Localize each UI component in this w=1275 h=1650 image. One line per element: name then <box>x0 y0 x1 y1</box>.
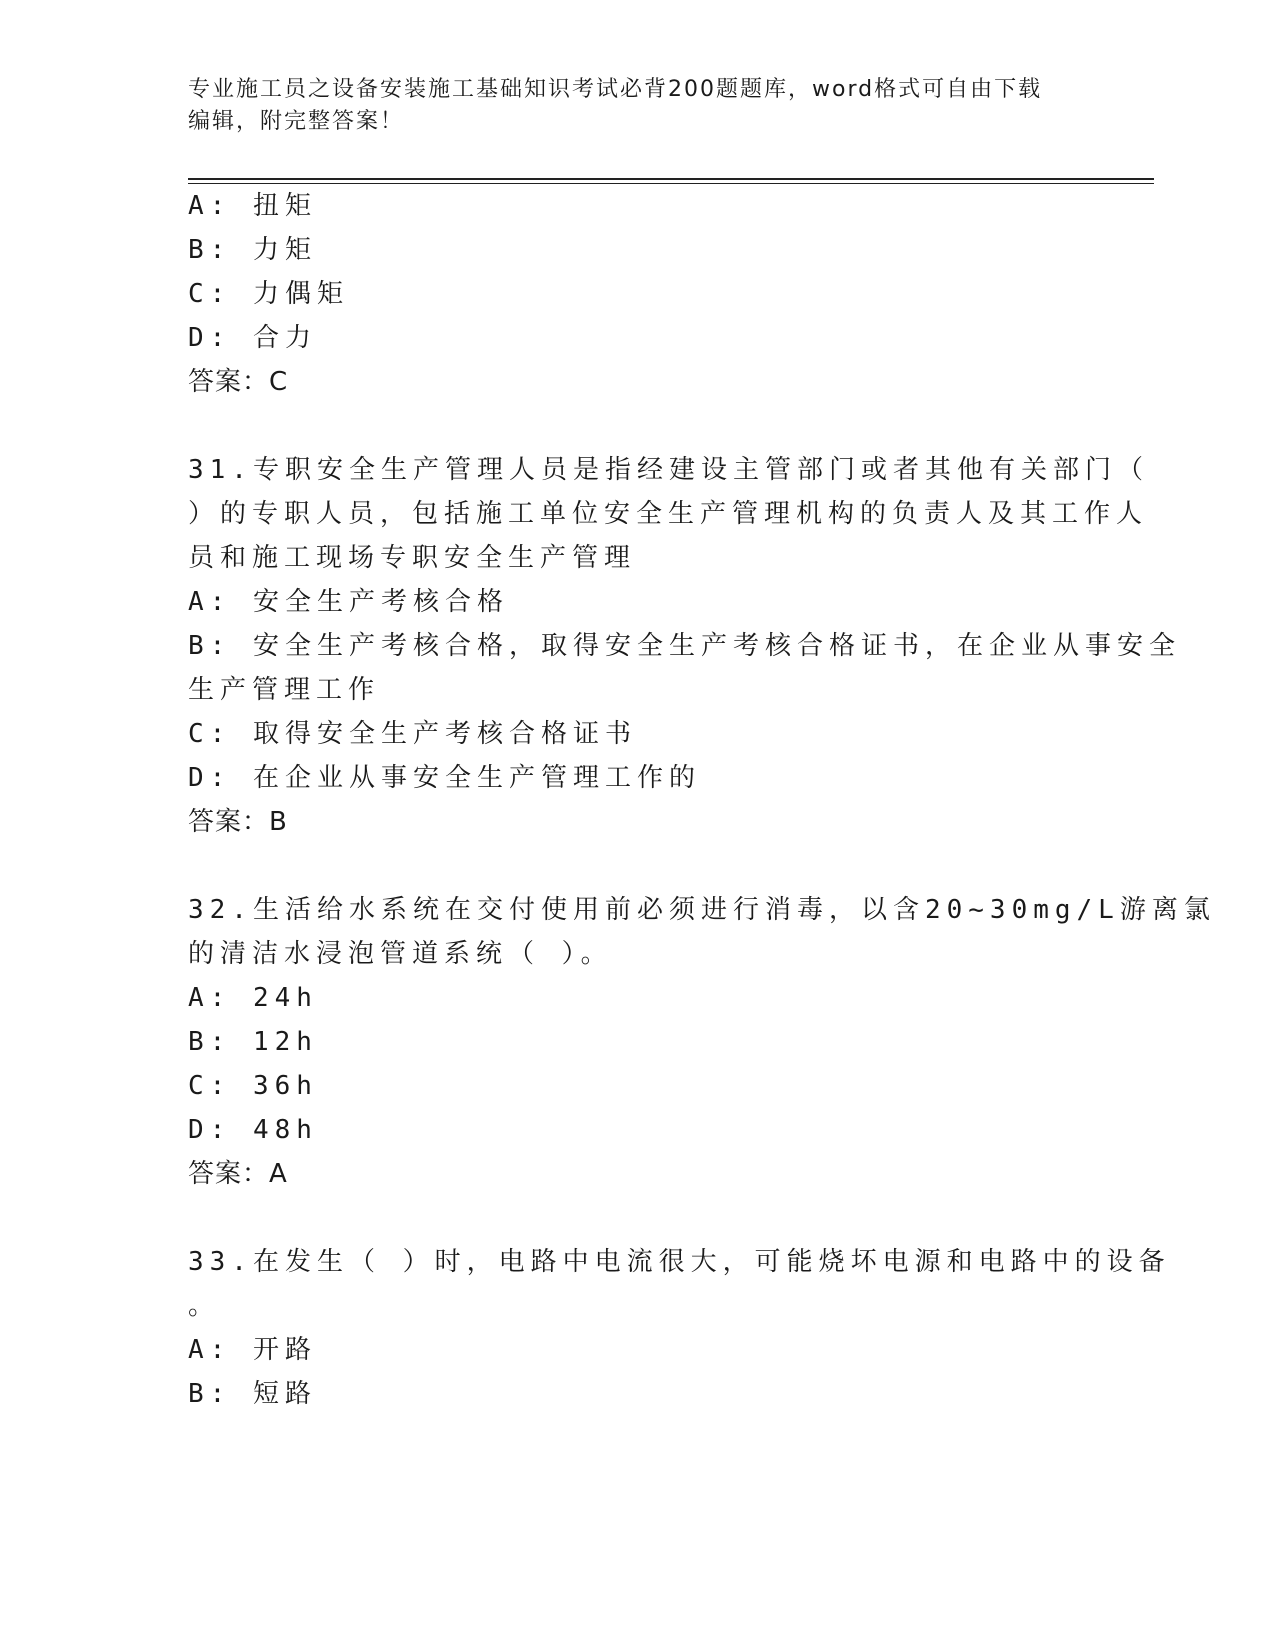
q33-stem-line-1: 33.在发生（ ）时，电路中电流很大，可能烧坏电源和电路中的设备 <box>188 1247 1171 1277</box>
q31-option-c: C: 取得安全生产考核合格证书 <box>188 719 637 749</box>
q33-option-b: B: 短路 <box>188 1379 317 1409</box>
header-title-line-1: 专业施工员之设备安装施工基础知识考试必背200题题库，word格式可自由下载 <box>188 77 1043 102</box>
q30-option-c: C: 力偶矩 <box>188 279 349 309</box>
q32-option-c: C: 36h <box>188 1071 318 1101</box>
q32-option-a: A: 24h <box>188 983 318 1013</box>
q32-stem-line-1: 32.生活给水系统在交付使用前必须进行消毒，以含20~30mg/L游离氯 <box>188 895 1216 925</box>
q33-option-a: A: 开路 <box>188 1335 317 1365</box>
q31-option-a: A: 安全生产考核合格 <box>188 587 509 617</box>
q30-option-d: D: 合力 <box>188 323 317 353</box>
header-divider-thick <box>188 178 1154 180</box>
header-title-line-2: 编辑，附完整答案！ <box>188 109 405 134</box>
q33-stem-line-2: 。 <box>188 1291 221 1321</box>
q31-option-b-line-1: B: 安全生产考核合格，取得安全生产考核合格证书，在企业从事安全 <box>188 631 1181 661</box>
header-divider-thin <box>188 183 1154 184</box>
q30-answer: 答案：C <box>188 367 289 397</box>
q32-answer: 答案：A <box>188 1159 288 1189</box>
q31-answer: 答案：B <box>188 807 288 837</box>
q31-stem-line-2: ）的专职人员，包括施工单位安全生产管理机构的负责人及其工作人 <box>188 499 1149 529</box>
q30-option-a: A: 扭矩 <box>188 191 317 221</box>
q32-stem-line-2: 的清洁水浸泡管道系统（ ）。 <box>188 939 613 969</box>
q30-option-b: B: 力矩 <box>188 235 317 265</box>
q31-stem-line-1: 31.专职安全生产管理人员是指经建设主管部门或者其他有关部门（ <box>188 455 1149 485</box>
q31-stem-line-3: 员和施工现场专职安全生产管理 <box>188 543 637 573</box>
document-header <box>188 74 1068 138</box>
q32-option-d: D: 48h <box>188 1115 318 1145</box>
q31-option-b-line-2: 生产管理工作 <box>188 675 381 705</box>
q31-option-d: D: 在企业从事安全生产管理工作的 <box>188 763 701 793</box>
q32-option-b: B: 12h <box>188 1027 318 1057</box>
